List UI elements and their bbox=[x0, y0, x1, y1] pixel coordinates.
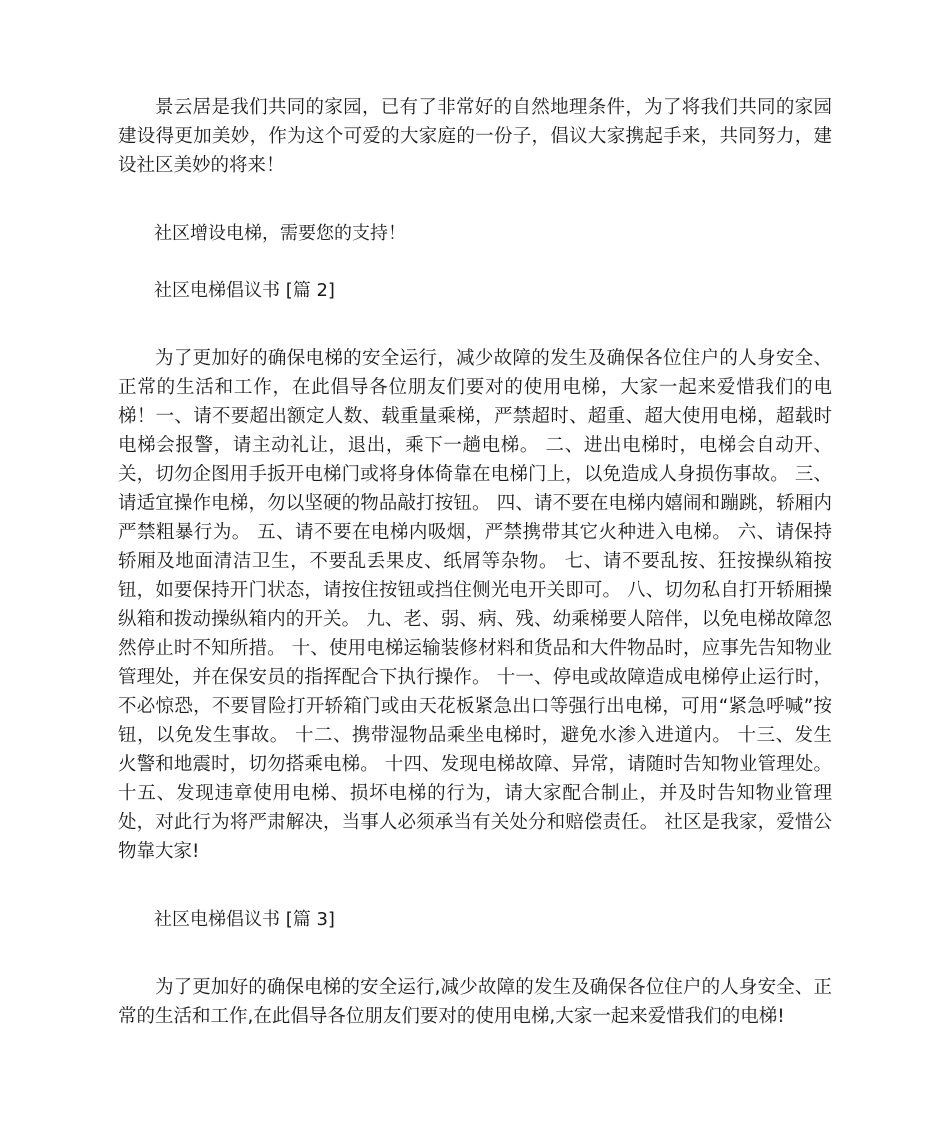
spacer bbox=[118, 180, 832, 219]
section-heading-3: 社区电梯倡议书 [篇 3] bbox=[154, 909, 335, 930]
paragraph-section-2: 为了更加好的确保电梯的安全运行，减少故障的发生及确保各位住户的人身安全、正常的生活和工作，在此倡导各位朋友们要对的使用电梯，大家一起来爱惜我们的电梯！一、请不要超出额定人数、载重量乘梯，严禁超时、超重、超大使用电梯，超载时电梯会报警，请主动礼让，退出，乘下一趟电梯。 二、进出电梯时，电梯会自动开、关，切勿企图用手扳开电梯门或将身体倚靠在电梯门上，以免造成人身损伤事故。 三、请适宜操作电梯，勿以坚硬的物品敲打按钮。 四、请不要在电梯内嬉闹和蹦跳，轿厢内严禁粗暴行为。 五、请不要在电梯内吸烟，严禁携带其它火种进入电梯。 六、请保持轿厢及地面清洁卫生，不要乱丢果皮、纸屑等杂物。 七、请不要乱按、狂按操纵箱按钮，如要保持开门状态，请按住按钮或挡住侧光电开关即可。 八、切勿私自打开轿厢操纵箱和拨动操纵箱内的开关。 九、老、弱、病、残、幼乘梯要人陪伴，以免电梯故障忽然停止时不知所措。 十、使用电梯运输装修材料和货品和大件物品时，应事先告知物业管理处，并在保安员的指挥配合下执行操作。 十一、停电或故障造成电梯停止运行时，不必惊恐，不要冒险打开轿箱门或由天花板紧急出口等强行出电梯，可用“紧急呼喊”按钮，以免发生事故。 十二、携带湿物品乘坐电梯时，避免水渗入进道内。 十三、发生火警和地震时，切勿搭乘电梯。 十四、发现电梯故障、异常，请随时告知物业管理处。 十五、发现违章使用电梯、损坏电梯的行为，请大家配合制止，并及时告知物业管理处，对此行为将严肃解决，当事人必须承当有关处分和赔偿责任。 社区是我家，爱惜公物靠大家! bbox=[118, 348, 832, 862]
spacer bbox=[118, 248, 832, 276]
spacer bbox=[118, 866, 832, 905]
spacer bbox=[118, 305, 832, 344]
paragraph-section-3: 为了更加好的确保电梯的安全运行,减少故障的发生及确保各位住户的人身安全、正常的生活和工作,在此倡导各位朋友们要对的使用电梯,大家一起来爱惜我们的电梯! bbox=[118, 977, 832, 1027]
spacer bbox=[118, 934, 832, 973]
section-heading-2: 社区电梯倡议书 [篇 2] bbox=[154, 280, 335, 301]
support-line: 社区增设电梯，需要您的支持！ bbox=[154, 223, 406, 244]
paragraph-intro: 景云居是我们共同的家园，已有了非常好的自然地理条件，为了将我们共同的家园建设得更加美妙，作为这个可爱的大家庭的一份子，倡议大家携起手来，共同努力，建设社区美妙的将来！ bbox=[118, 97, 832, 176]
